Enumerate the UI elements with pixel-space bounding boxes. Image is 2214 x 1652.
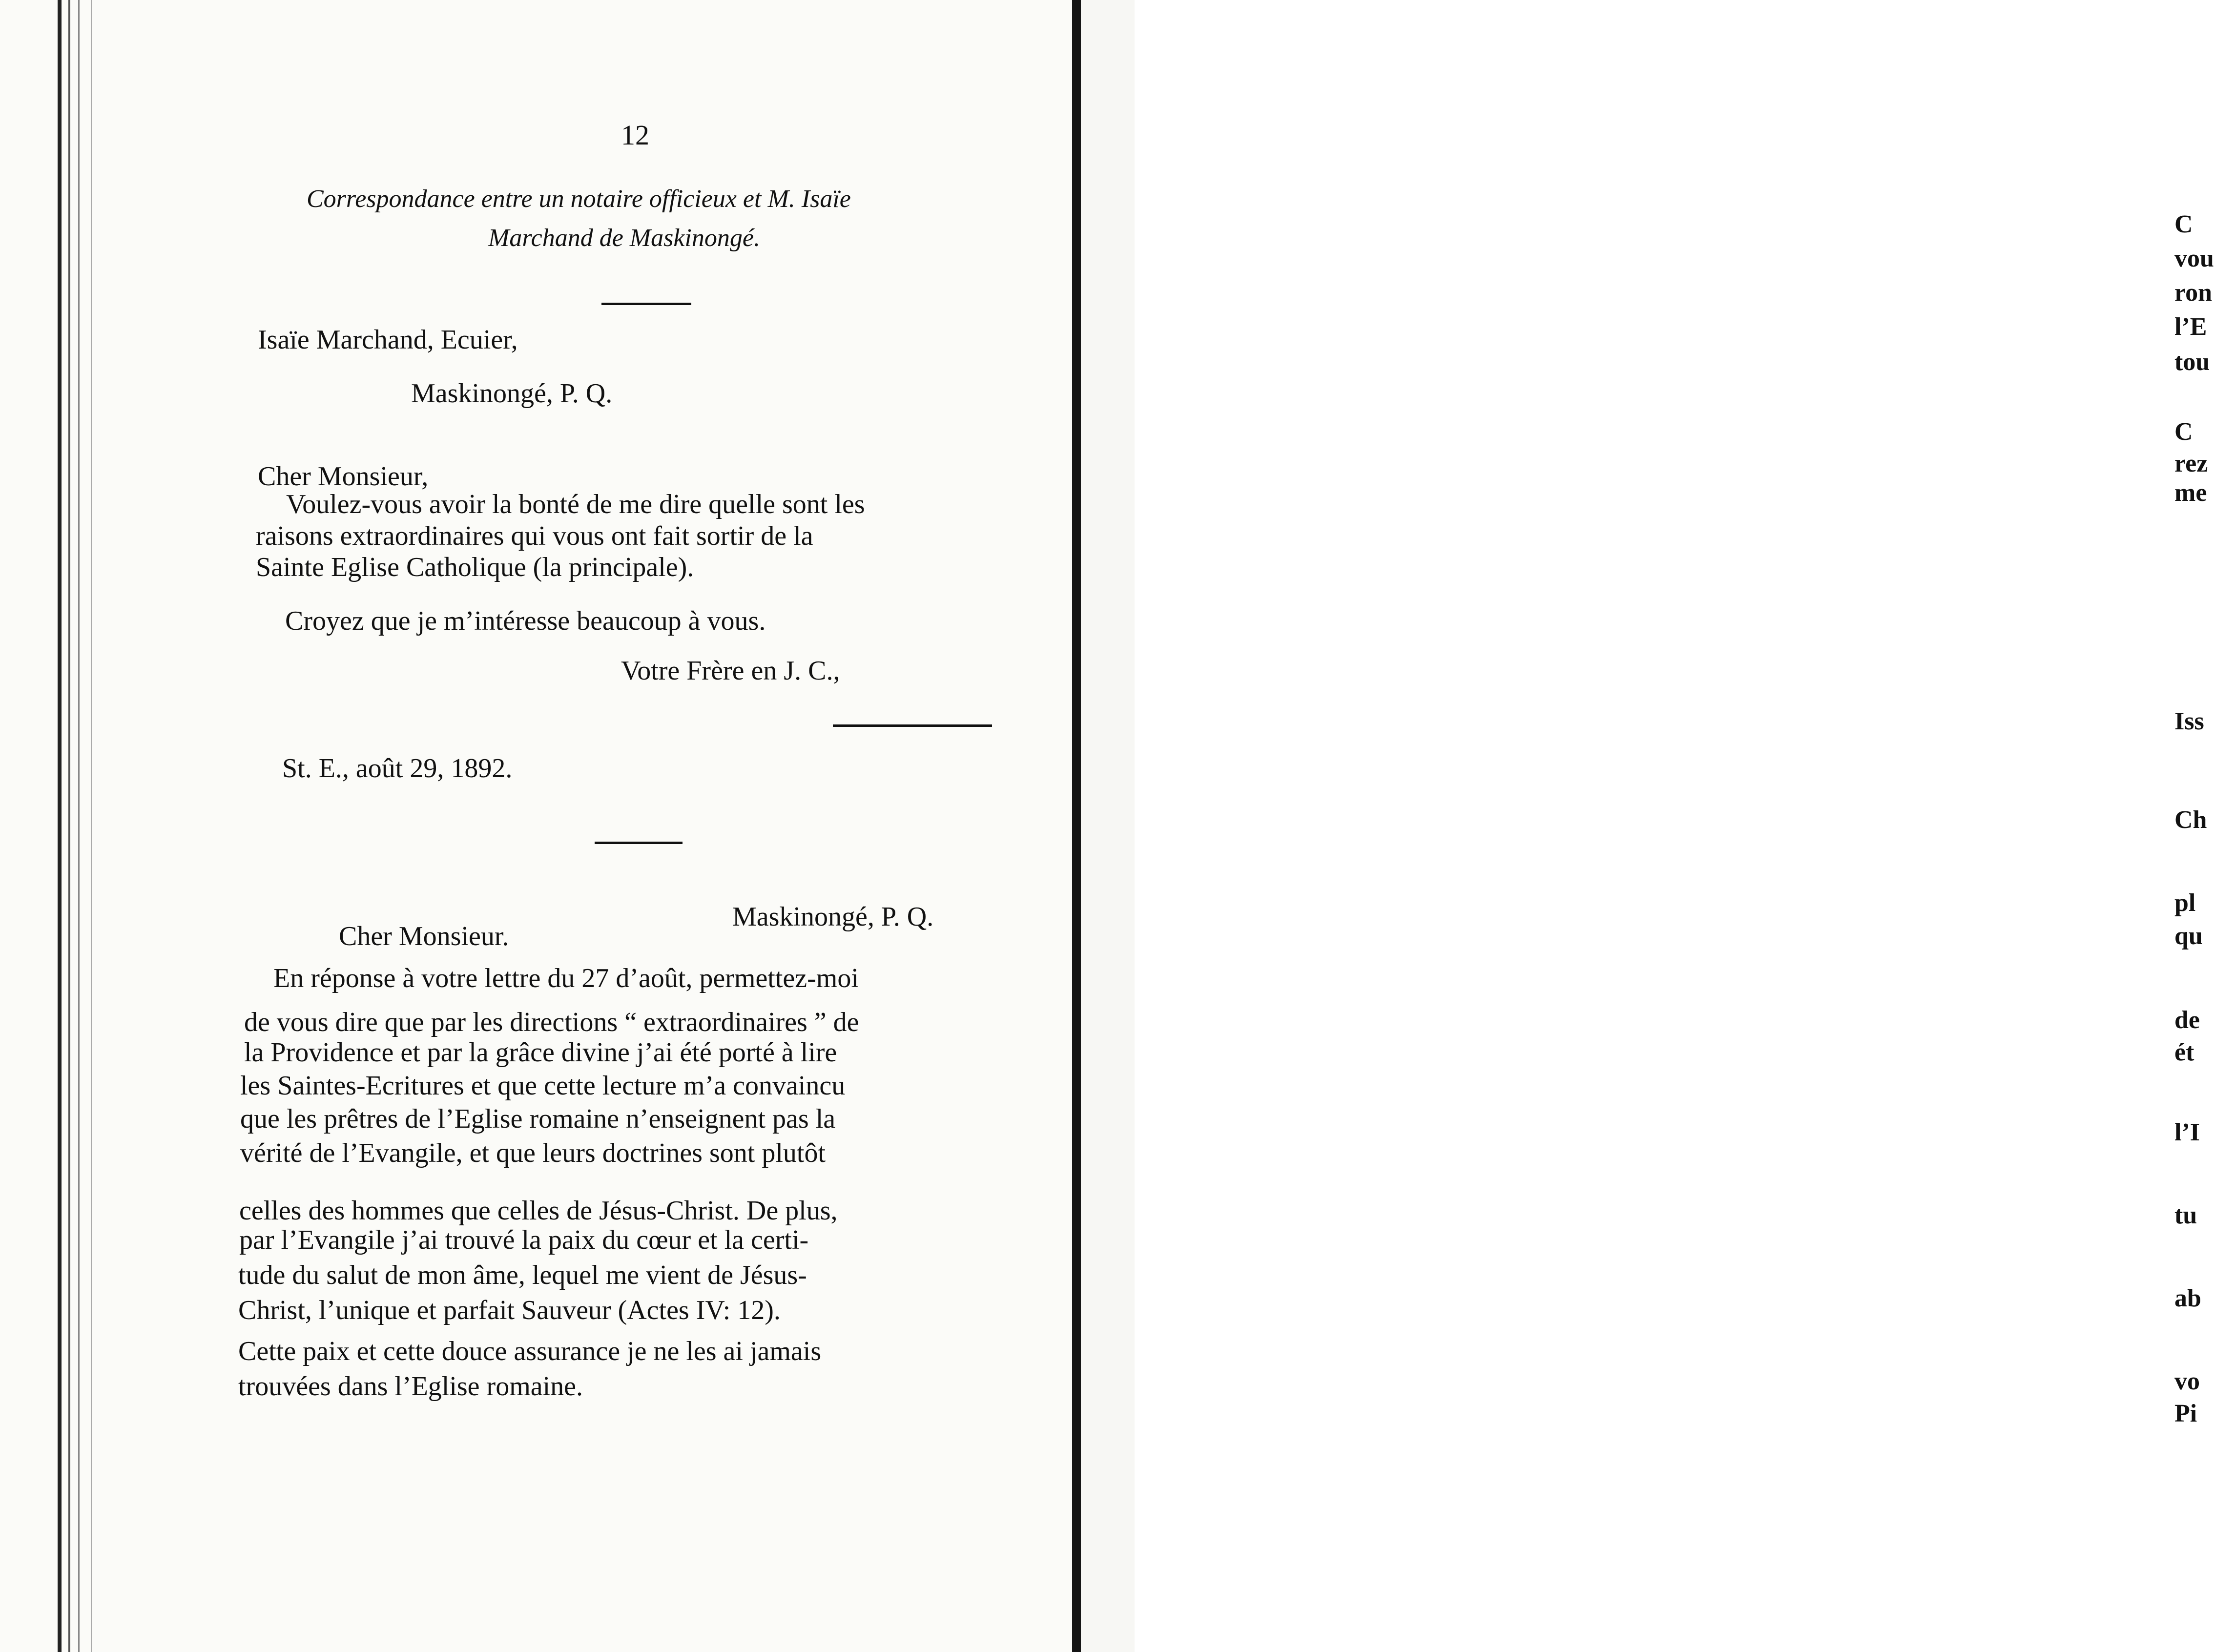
separator-rule [833, 724, 992, 727]
separator-rule [601, 303, 691, 305]
letter2-line: En réponse à votre lettre du 27 d’août, permettez-moi [273, 963, 859, 993]
adjacent-page-fragment: Ch [2174, 806, 2207, 834]
adjacent-page-fragment: ron [2174, 279, 2213, 307]
adjacent-page-fragment: me [2174, 479, 2207, 507]
adjacent-page-fragment: rez [2174, 450, 2208, 477]
letter2-line: la Providence et par la grâce divine j’ai été porté à lire [244, 1037, 837, 1068]
adjacent-page-fragment: l’I [2174, 1118, 2200, 1146]
addressee-name: Isaïe Marchand, Ecuier, [258, 325, 518, 355]
letter2-line: tude du salut de mon âme, lequel me vient de Jésus- [238, 1260, 807, 1290]
salutation-2: Cher Monsieur. [339, 921, 509, 951]
binding-edge [58, 0, 62, 1652]
separator-rule [595, 842, 683, 844]
binding-edge [68, 0, 70, 1652]
letter1-line: Sainte Eglise Catholique (la principale). [256, 552, 694, 582]
adjacent-page-fragment: qu [2174, 922, 2203, 950]
letter1-closing: Croyez que je m’intéresse beaucoup à vous. [285, 606, 766, 636]
letter1-line: Voulez-vous avoir la bonté de me dire quelle sont les [286, 489, 865, 519]
letter2-line: celles des hommes que celles de Jésus-Christ. De plus, [239, 1196, 838, 1226]
page-gutter [1072, 0, 1081, 1652]
letter2-line: les Saintes-Ecritures et que cette lecture m’a convaincu [240, 1071, 846, 1101]
adjacent-page-fragment: tou [2174, 348, 2210, 376]
adjacent-page-fragment: pl [2174, 889, 2196, 917]
letter2-line: vérité de l’Evangile, et que leurs doctrines sont plutôt [240, 1138, 826, 1168]
adjacent-page-fragment: C [2174, 418, 2193, 446]
adjacent-page-fragment: l’E [2174, 313, 2207, 341]
letter1-line: raisons extraordinaires qui vous ont fait sortir de la [256, 521, 813, 551]
adjacent-page [1081, 0, 2214, 1652]
letter2-line: trouvées dans l’Eglise romaine. [238, 1371, 583, 1402]
adjacent-page-fragment: C [2174, 210, 2193, 238]
binding-edge [91, 0, 92, 1652]
letter2-line: de vous dire que par les directions “ extraordinaires ” de [244, 1007, 859, 1037]
letter2-line: Cette paix et cette douce assurance je ne les ai jamais [238, 1336, 822, 1366]
letter2-place: Maskinongé, P. Q. [732, 902, 934, 932]
place-date: St. E., août 29, 1892. [282, 753, 513, 784]
adjacent-page-fragment: tu [2174, 1201, 2197, 1229]
salutation-1: Cher Monsieur, [258, 461, 429, 492]
signature: Votre Frère en J. C., [621, 656, 840, 686]
letter2-line: Christ, l’unique et parfait Sauveur (Actes IV: 12). [238, 1295, 781, 1325]
addressee-place: Maskinongé, P. Q. [411, 378, 613, 409]
letter2-line: par l’Evangile j’ai trouvé la paix du cœur et la certi- [239, 1225, 809, 1255]
adjacent-page-fragment: ét [2174, 1038, 2194, 1066]
heading-line-1: Correspondance entre un notaire officieux et M. Isaïe [307, 185, 851, 213]
page-number: 12 [621, 119, 649, 151]
adjacent-page-fragment: de [2174, 1006, 2200, 1034]
adjacent-page-fragment: ab [2174, 1284, 2201, 1312]
adjacent-page-fragment: vo [2174, 1367, 2200, 1395]
heading-line-2: Marchand de Maskinongé. [488, 224, 760, 252]
adjacent-page-fragment: Pi [2174, 1400, 2197, 1427]
adjacent-page-fragment: vou [2174, 245, 2214, 272]
letter2-line: que les prêtres de l’Eglise romaine n’enseignent pas la [240, 1104, 836, 1134]
binding-edge [78, 0, 80, 1652]
adjacent-page-fragment: Iss [2174, 707, 2204, 735]
